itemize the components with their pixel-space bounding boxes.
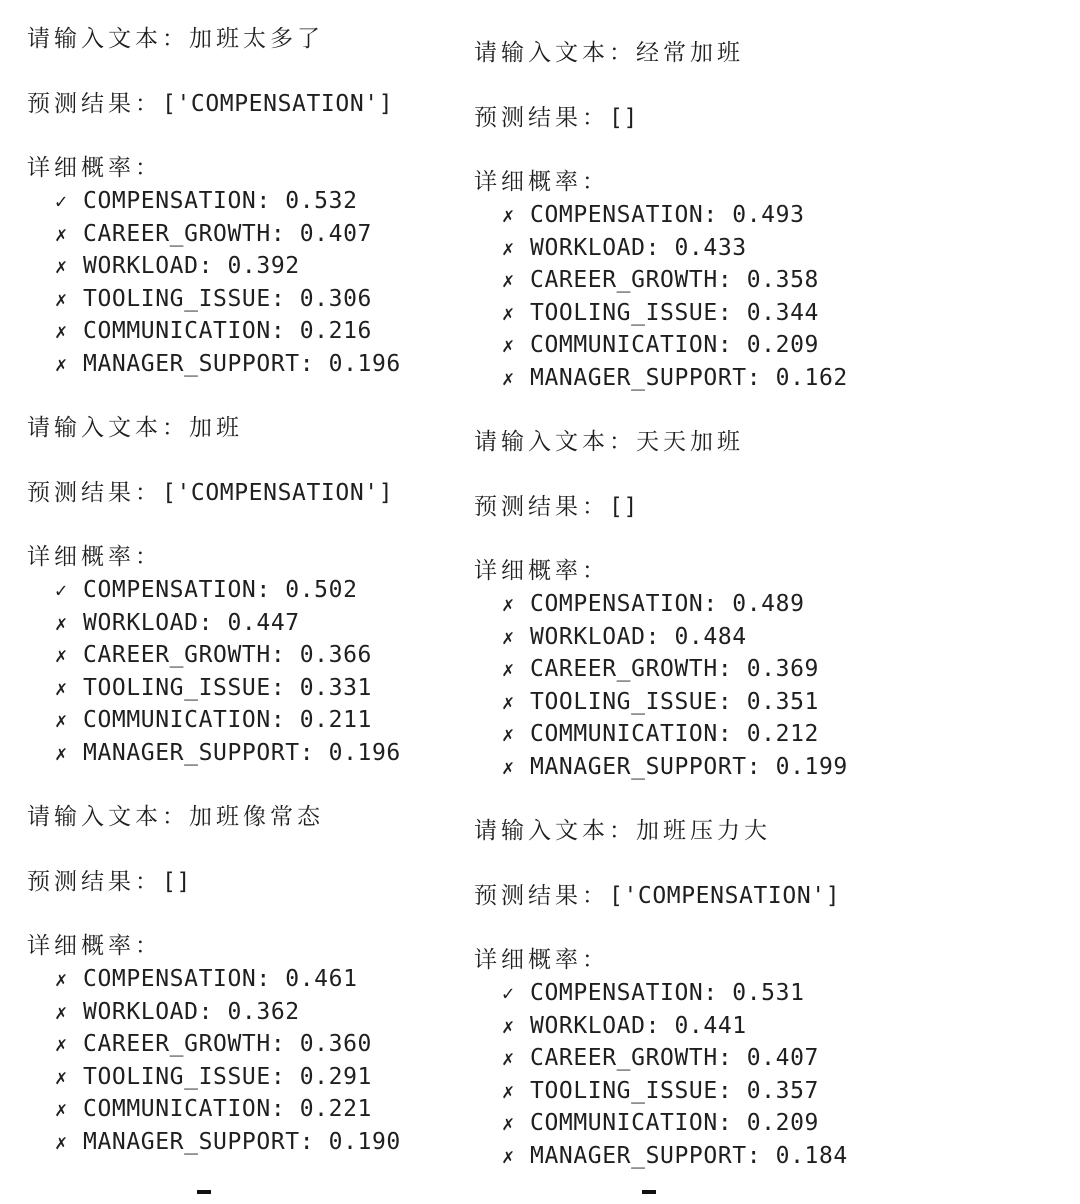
cross-icon: ✗ xyxy=(55,708,68,732)
cross-icon: ✗ xyxy=(55,610,68,635)
result-line xyxy=(474,880,840,912)
probability-row: ✗ TOOLING_ISSUE: 0.351 xyxy=(502,686,848,719)
probability-row: ✗ CAREER_GROWTH: 0.407 xyxy=(502,1042,848,1075)
prediction-block xyxy=(474,815,994,1204)
input-text: 天天加班 xyxy=(636,429,744,455)
cross-icon: ✗ xyxy=(55,999,68,1024)
probability-value: 0.184 xyxy=(775,1142,848,1169)
result-prefix: 预测结果： xyxy=(474,883,609,909)
cross-icon: ✗ xyxy=(502,203,515,227)
prediction-block xyxy=(27,412,547,801)
category-label: TOOLING_ISSUE xyxy=(83,285,271,312)
category-label: TOOLING_ISSUE xyxy=(83,674,271,701)
input-prefix: 请输入文本： xyxy=(27,26,189,52)
check-icon: ✓ xyxy=(502,981,515,1005)
category-label: WORKLOAD xyxy=(530,234,646,261)
probability-value: 0.209 xyxy=(746,1110,819,1136)
category-label: CAREER_GROWTH xyxy=(83,1031,271,1057)
probability-list xyxy=(502,588,848,783)
cross-icon: ✗ xyxy=(502,333,515,357)
category-label: CAREER_GROWTH xyxy=(83,220,271,247)
prediction-block xyxy=(27,801,547,1190)
category-label: TOOLING_ISSUE xyxy=(530,688,718,715)
probability-value: 0.344 xyxy=(746,299,819,326)
probability-row: ✗ MANAGER_SUPPORT: 0.196 xyxy=(55,737,401,770)
cross-icon: ✗ xyxy=(502,592,515,616)
result-value: [] xyxy=(162,869,191,895)
probability-value: 0.331 xyxy=(299,674,372,701)
input-line xyxy=(27,801,324,833)
probability-value: 0.366 xyxy=(299,642,372,668)
probability-value: 0.351 xyxy=(746,688,819,715)
result-line xyxy=(27,477,393,509)
category-label: COMPENSATION xyxy=(530,980,704,1006)
probability-value: 0.209 xyxy=(746,332,819,358)
input-prefix: 请输入文本： xyxy=(474,40,636,66)
probability-row: ✗ CAREER_GROWTH: 0.360 xyxy=(55,1028,401,1061)
probability-row: ✗ WORKLOAD: 0.392 xyxy=(55,250,401,283)
cross-icon: ✗ xyxy=(502,1046,515,1070)
result-value: ['COMPENSATION'] xyxy=(162,480,394,506)
probability-value: 0.489 xyxy=(732,591,805,617)
category-label: CAREER_GROWTH xyxy=(530,656,718,682)
input-line xyxy=(27,23,324,55)
result-line xyxy=(27,88,393,120)
probability-row: ✗ WORKLOAD: 0.441 xyxy=(502,1010,848,1043)
probability-list xyxy=(55,574,401,769)
cross-icon: ✗ xyxy=(55,1064,68,1089)
cross-icon: ✗ xyxy=(502,268,515,292)
probability-value: 0.447 xyxy=(227,609,300,636)
probability-value: 0.196 xyxy=(328,739,401,766)
cross-icon: ✗ xyxy=(502,365,515,390)
probability-row: ✗ CAREER_GROWTH: 0.366 xyxy=(55,639,401,672)
cross-icon: ✗ xyxy=(502,722,515,746)
category-label: CAREER_GROWTH xyxy=(530,267,718,293)
category-label: MANAGER_SUPPORT xyxy=(530,753,747,780)
probability-value: 0.407 xyxy=(299,220,372,247)
probability-row: ✗ COMMUNICATION: 0.221 xyxy=(55,1093,401,1126)
cross-icon: ✗ xyxy=(502,1078,515,1103)
input-line xyxy=(474,426,744,458)
probability-row: ✗ TOOLING_ISSUE: 0.331 xyxy=(55,672,401,705)
right-output-column xyxy=(474,37,994,1204)
probability-row: ✓ COMPENSATION: 0.502 xyxy=(55,574,401,607)
category-label: TOOLING_ISSUE xyxy=(83,1063,271,1090)
prediction-block xyxy=(474,37,994,426)
category-label: COMMUNICATION xyxy=(530,332,718,358)
probability-value: 0.360 xyxy=(299,1031,372,1057)
probability-value: 0.461 xyxy=(285,966,358,992)
probability-value: 0.216 xyxy=(299,318,372,344)
cross-icon: ✗ xyxy=(502,300,515,325)
category-label: WORKLOAD xyxy=(83,253,199,279)
cross-icon: ✗ xyxy=(55,967,68,991)
probability-row: ✗ COMMUNICATION: 0.209 xyxy=(502,1107,848,1140)
probability-value: 0.211 xyxy=(299,707,372,733)
category-label: TOOLING_ISSUE xyxy=(530,299,718,326)
cross-icon: ✗ xyxy=(502,689,515,714)
input-prefix: 请输入文本： xyxy=(474,429,636,455)
input-line xyxy=(474,37,744,69)
cross-icon: ✗ xyxy=(502,1013,515,1038)
probability-row: ✗ TOOLING_ISSUE: 0.291 xyxy=(55,1061,401,1094)
prediction-block xyxy=(474,426,994,815)
category-label: TOOLING_ISSUE xyxy=(530,1077,718,1104)
probability-row: ✗ COMMUNICATION: 0.209 xyxy=(502,329,848,362)
category-label: COMPENSATION xyxy=(530,202,704,228)
probability-row: ✗ CAREER_GROWTH: 0.407 xyxy=(55,218,401,251)
cross-icon: ✗ xyxy=(502,657,515,681)
category-label: CAREER_GROWTH xyxy=(83,642,271,668)
probability-row: ✗ CAREER_GROWTH: 0.369 xyxy=(502,653,848,686)
detail-title: 详细概率： xyxy=(27,155,162,181)
probability-value: 0.407 xyxy=(746,1045,819,1071)
category-label: WORKLOAD xyxy=(530,1012,646,1039)
result-value: [] xyxy=(609,105,638,131)
probability-value: 0.306 xyxy=(299,285,372,312)
input-text: 经常加班 xyxy=(636,40,744,66)
probability-value: 0.199 xyxy=(775,753,848,780)
probability-row: ✓ COMPENSATION: 0.532 xyxy=(55,185,401,218)
cross-icon: ✗ xyxy=(55,286,68,311)
detail-title: 详细概率： xyxy=(474,947,609,973)
probability-value: 0.190 xyxy=(328,1128,401,1155)
probability-value: 0.484 xyxy=(674,623,747,650)
category-label: MANAGER_SUPPORT xyxy=(83,350,300,377)
cross-icon: ✗ xyxy=(502,235,515,260)
probability-list xyxy=(55,963,401,1158)
probability-value: 0.162 xyxy=(775,364,848,391)
result-prefix: 预测结果： xyxy=(27,480,162,506)
result-line xyxy=(27,866,191,898)
cross-icon: ✗ xyxy=(55,221,68,246)
detail-title: 详细概率： xyxy=(474,558,609,584)
category-label: WORKLOAD xyxy=(530,623,646,650)
probability-row: ✗ MANAGER_SUPPORT: 0.162 xyxy=(502,362,848,395)
input-text: 加班压力大 xyxy=(636,818,771,844)
probability-row: ✗ COMPENSATION: 0.493 xyxy=(502,199,848,232)
cross-icon: ✗ xyxy=(502,624,515,649)
prediction-block xyxy=(27,23,547,412)
probability-row: ✗ TOOLING_ISSUE: 0.344 xyxy=(502,297,848,330)
result-value: ['COMPENSATION'] xyxy=(609,883,841,909)
probability-value: 0.493 xyxy=(732,202,805,228)
cross-icon: ✗ xyxy=(55,1097,68,1121)
probability-row: ✗ WORKLOAD: 0.362 xyxy=(55,996,401,1029)
probability-row: ✗ MANAGER_SUPPORT: 0.190 xyxy=(55,1126,401,1159)
category-label: COMMUNICATION xyxy=(83,318,271,344)
left-output-column xyxy=(27,23,547,1190)
category-label: COMPENSATION xyxy=(83,966,257,992)
cross-icon: ✗ xyxy=(55,254,68,278)
probability-row: ✗ COMMUNICATION: 0.211 xyxy=(55,704,401,737)
category-label: COMPENSATION xyxy=(83,188,257,214)
check-icon: ✓ xyxy=(55,578,68,602)
cross-icon: ✗ xyxy=(55,1129,68,1154)
category-label: WORKLOAD xyxy=(83,998,199,1025)
check-icon: ✓ xyxy=(55,189,68,213)
result-line xyxy=(474,102,638,134)
input-text: 加班太多了 xyxy=(189,26,324,52)
cursor-stub-right xyxy=(642,1190,656,1194)
result-value: [] xyxy=(609,494,638,520)
probability-row: ✗ MANAGER_SUPPORT: 0.184 xyxy=(502,1140,848,1173)
category-label: COMPENSATION xyxy=(530,591,704,617)
probability-value: 0.532 xyxy=(285,188,358,214)
cross-icon: ✗ xyxy=(55,319,68,343)
cross-icon: ✗ xyxy=(55,351,68,376)
probability-row: ✗ COMPENSATION: 0.489 xyxy=(502,588,848,621)
cross-icon: ✗ xyxy=(55,643,68,667)
probability-list xyxy=(502,977,848,1172)
probability-value: 0.441 xyxy=(674,1012,747,1039)
detail-title: 详细概率： xyxy=(27,933,162,959)
probability-row: ✗ MANAGER_SUPPORT: 0.199 xyxy=(502,751,848,784)
detail-title: 详细概率： xyxy=(474,169,609,195)
probability-value: 0.369 xyxy=(746,656,819,682)
probability-row: ✗ WORKLOAD: 0.433 xyxy=(502,232,848,265)
category-label: MANAGER_SUPPORT xyxy=(83,1128,300,1155)
probability-row: ✓ COMPENSATION: 0.531 xyxy=(502,977,848,1010)
input-prefix: 请输入文本： xyxy=(474,818,636,844)
result-value: ['COMPENSATION'] xyxy=(162,91,394,117)
category-label: COMMUNICATION xyxy=(530,721,718,747)
cross-icon: ✗ xyxy=(502,1111,515,1135)
result-prefix: 预测结果： xyxy=(474,105,609,131)
category-label: CAREER_GROWTH xyxy=(530,1045,718,1071)
probability-row: ✗ CAREER_GROWTH: 0.358 xyxy=(502,264,848,297)
probability-value: 0.291 xyxy=(299,1063,372,1090)
category-label: COMMUNICATION xyxy=(530,1110,718,1136)
category-label: MANAGER_SUPPORT xyxy=(83,739,300,766)
result-line xyxy=(474,491,638,523)
category-label: MANAGER_SUPPORT xyxy=(530,1142,747,1169)
category-label: COMMUNICATION xyxy=(83,707,271,733)
input-line xyxy=(27,412,243,444)
category-label: COMPENSATION xyxy=(83,577,257,603)
cross-icon: ✗ xyxy=(55,740,68,765)
input-text: 加班像常态 xyxy=(189,804,324,830)
cross-icon: ✗ xyxy=(55,1032,68,1056)
input-prefix: 请输入文本： xyxy=(27,804,189,830)
probability-value: 0.196 xyxy=(328,350,401,377)
probability-row: ✗ COMMUNICATION: 0.212 xyxy=(502,718,848,751)
input-line xyxy=(474,815,771,847)
probability-row: ✗ TOOLING_ISSUE: 0.357 xyxy=(502,1075,848,1108)
probability-value: 0.212 xyxy=(746,721,819,747)
probability-value: 0.531 xyxy=(732,980,805,1006)
category-label: MANAGER_SUPPORT xyxy=(530,364,747,391)
probability-row: ✗ COMPENSATION: 0.461 xyxy=(55,963,401,996)
probability-row: ✗ WORKLOAD: 0.447 xyxy=(55,607,401,640)
input-prefix: 请输入文本： xyxy=(27,415,189,441)
probability-row: ✗ COMMUNICATION: 0.216 xyxy=(55,315,401,348)
probability-value: 0.433 xyxy=(674,234,747,261)
probability-value: 0.357 xyxy=(746,1077,819,1104)
category-label: WORKLOAD xyxy=(83,609,199,636)
result-prefix: 预测结果： xyxy=(474,494,609,520)
result-prefix: 预测结果： xyxy=(27,91,162,117)
cross-icon: ✗ xyxy=(502,754,515,779)
result-prefix: 预测结果： xyxy=(27,869,162,895)
cursor-stub-left xyxy=(197,1190,211,1194)
probability-list xyxy=(502,199,848,394)
probability-row: ✗ WORKLOAD: 0.484 xyxy=(502,621,848,654)
probability-value: 0.221 xyxy=(299,1096,372,1122)
category-label: COMMUNICATION xyxy=(83,1096,271,1122)
cross-icon: ✗ xyxy=(55,675,68,700)
probability-value: 0.502 xyxy=(285,577,358,603)
probability-row: ✗ TOOLING_ISSUE: 0.306 xyxy=(55,283,401,316)
probability-row: ✗ MANAGER_SUPPORT: 0.196 xyxy=(55,348,401,381)
probability-list xyxy=(55,185,401,380)
input-text: 加班 xyxy=(189,415,243,441)
probability-value: 0.362 xyxy=(227,998,300,1025)
probability-value: 0.392 xyxy=(227,253,300,279)
probability-value: 0.358 xyxy=(746,267,819,293)
cross-icon: ✗ xyxy=(502,1143,515,1168)
detail-title: 详细概率： xyxy=(27,544,162,570)
